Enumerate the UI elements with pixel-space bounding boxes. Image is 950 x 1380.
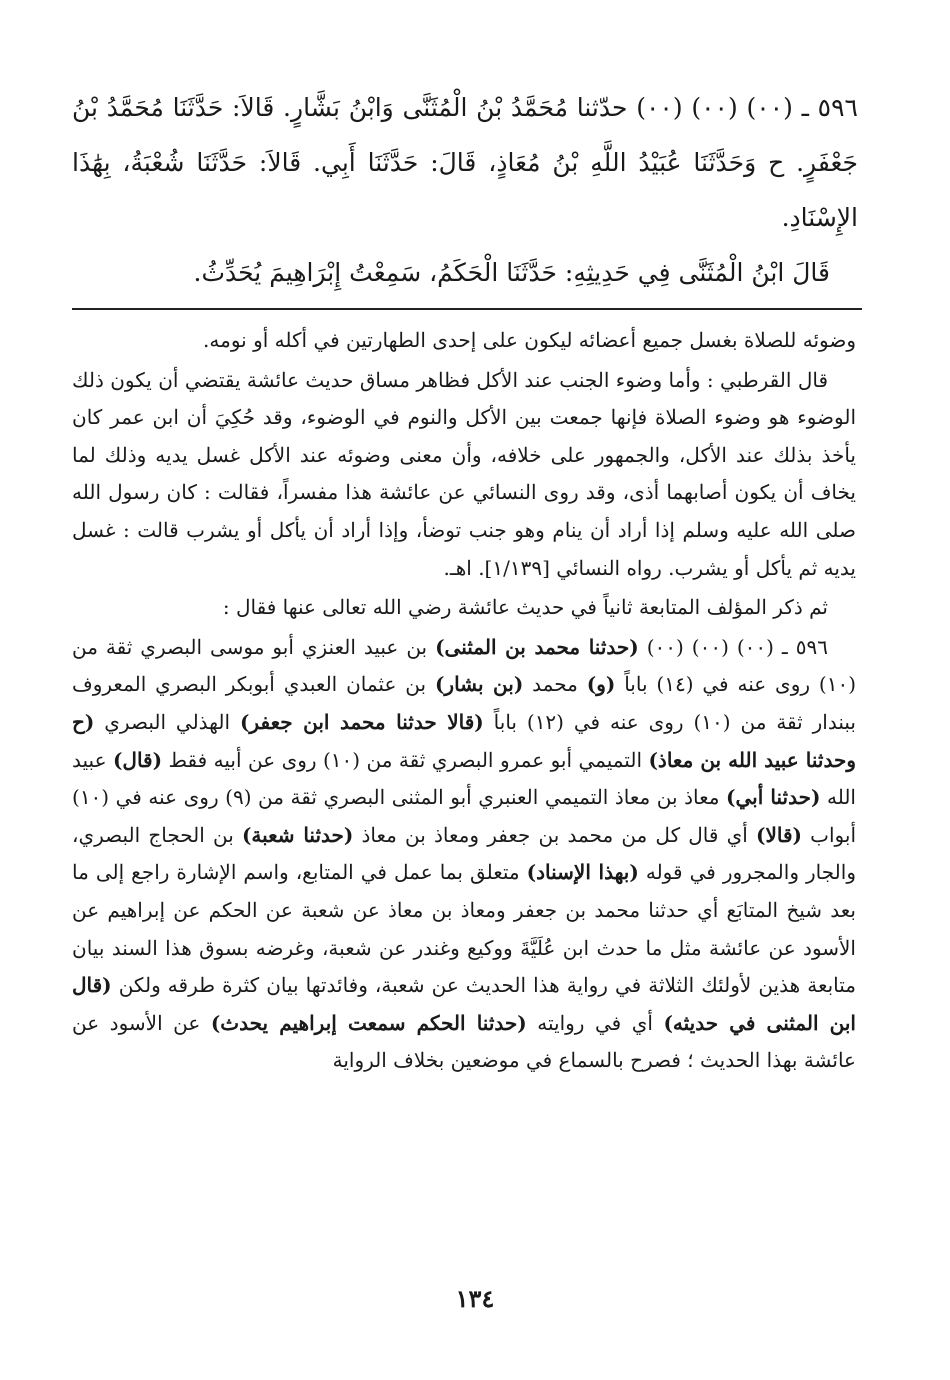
text-segment: الهذلي البصري bbox=[94, 709, 240, 734]
text-segment: التميمي أبو عمرو البصري ثقة من (١٠) روى عن أبيه فقط bbox=[162, 747, 649, 772]
text-segment: بن عثمان العبدي أبوبكر البصري المعروف ببندار ثقة من (١٠) روى عنه في (١٢) باباً bbox=[72, 672, 856, 734]
text-segment: أي في روايته bbox=[526, 1010, 664, 1035]
commentary-paragraph-4 bbox=[72, 629, 856, 1080]
footnote-divider bbox=[72, 308, 862, 310]
commentary-paragraph-3: ثم ذكر المؤلف المتابعة ثانياً في حديث عائشة رضي الله تعالى عنها فقال : bbox=[222, 595, 828, 620]
narrator-phrase: (حدثنا محمد بن المثنى) bbox=[435, 634, 639, 659]
text-segment: بن الحجاج البصري، والجار والمجرور في قوله bbox=[72, 822, 856, 885]
hadith-paragraph-2: قَالَ ابْنُ الْمُثَنَّى فِي حَدِيثِهِ: حَدَّثَنَا الْحَكَمُ، سَمِعْتُ إِبْرَاهِيمَ يُحَدِّثُ. bbox=[193, 258, 830, 287]
text-segment: بن عبيد العنزي أبو موسى البصري ثقة من (١٠) روى عنه في (١٤) باباً bbox=[72, 634, 856, 697]
text-segment: أي قال كل من محمد بن جعفر ومعاذ بن معاذ bbox=[353, 822, 756, 847]
text-segment: ٥٩٦ ـ (٠٠) (٠٠) (٠٠) bbox=[638, 634, 828, 659]
commentary-paragraph-2: قال القرطبي : وأما وضوء الجنب عند الأكل فظاهر مساق حديث عائشة يقتضي أن يكون ذلك الوضوء هو وضوء الصلاة فإنها جمعت بين الأكل والنوم في الوضوء، وقد حُكِيَ أن ابن عمر كان يأخذ بذلك عند الأكل، والجمهور على خلافه، وأن معنى وضوئه عند الأكل غسل يديه وذلك لما يخاف أن يكون أصابهما أذى، وقد روى النسائي عن عائشة هذا مفسراً، فقالت : كان رسول الله صلى الله عليه وسلم إذا أراد أن ينام وهو جنب توضأ، وإذا أراد أن يأكل أو يشرب قالت : غسل يديه ثم يأكل أو يشرب. رواه النسائي [١/١٣٩]. اهـ. bbox=[72, 367, 856, 580]
text-segment: معاذ بن معاذ التميمي العنبري أبو المثنى البصري ثقة من (٩) روى عنه في (١٠) أبواب bbox=[72, 785, 857, 847]
text-segment: عن الأسود عن عائشة بهذا الحديث ؛ فصرح بالسماع في موضعين بخلاف الرواية bbox=[72, 1010, 856, 1073]
text-segment: عبيد الله bbox=[72, 747, 856, 810]
narrator-phrase: (حدثنا شعبة) bbox=[241, 822, 354, 847]
page-number: ١٣٤ bbox=[455, 1284, 495, 1313]
hadith-text bbox=[72, 80, 858, 300]
narrator-phrase: (قالا) bbox=[756, 822, 802, 847]
narrator-phrase: (حدثنا أبي) bbox=[726, 785, 821, 810]
commentary-paragraph-1: وضوئه للصلاة بغسل جميع أعضائه ليكون على إحدى الطهارتين في أكله أو نومه. bbox=[203, 328, 856, 352]
narrator-phrase: (و) bbox=[586, 672, 616, 697]
narrator-phrase: (قال) bbox=[112, 747, 163, 772]
narrator-phrase: (قالا حدثنا محمد ابن جعفر) bbox=[239, 709, 484, 734]
narrator-phrase: (حدثنا الحكم سمعت إبراهيم يحدث) bbox=[210, 1010, 527, 1035]
text-segment: متعلق بما عمل في المتابع، واسم الإشارة راجع إلى ما بعد شيخ المتابَع أي حدثنا محمد بن جعفر ومعاذ بن معاذ عن شعبة عن الحكم عن إبراهيم عن الأسود عن عائشة مثل ما حدث ابن عُلَيَّةَ ووكيع وغندر عن شعبة، وغرضه بسوق هذا السند بيان متابعة هذين لأولئك الثلاثة في رواية هذا الحديث عن شعبة، وفائدتها بيان كثرة طرقه ولكن bbox=[72, 860, 856, 998]
hadith-block bbox=[72, 80, 858, 300]
narrator-phrase: (بن بشار) bbox=[434, 672, 524, 697]
commentary-block bbox=[72, 322, 856, 1080]
narrator-phrase: (ح وحدثنا عبيد الله بن معاذ) bbox=[72, 709, 856, 772]
hadith-paragraph-1: ٥٩٦ ـ (٠٠) (٠٠) (٠٠) حدّثنا مُحَمَّدُ بْنُ الْمُثَنَّى وَابْنُ بَشَّارٍ. قَالاَ: حَدَّثَنَا مُحَمَّدُ بْنُ جَعْفَرٍ. ح وَحَدَّثَنَا عُبَيْدُ اللَّهِ بْنُ مُعَاذٍ، قَالَ: حَدَّثَنَا أَبِي. قَالاَ: حَدَّثَنَا شُعْبَةُ، بِهَٰذَا الإِسْنَادِ. bbox=[72, 93, 858, 232]
narrator-phrase: (قال ابن المثنى في حديثه) bbox=[72, 973, 856, 1035]
text-segment: محمد bbox=[523, 672, 587, 697]
narrator-phrase: (بهذا الإسناد) bbox=[526, 860, 639, 885]
